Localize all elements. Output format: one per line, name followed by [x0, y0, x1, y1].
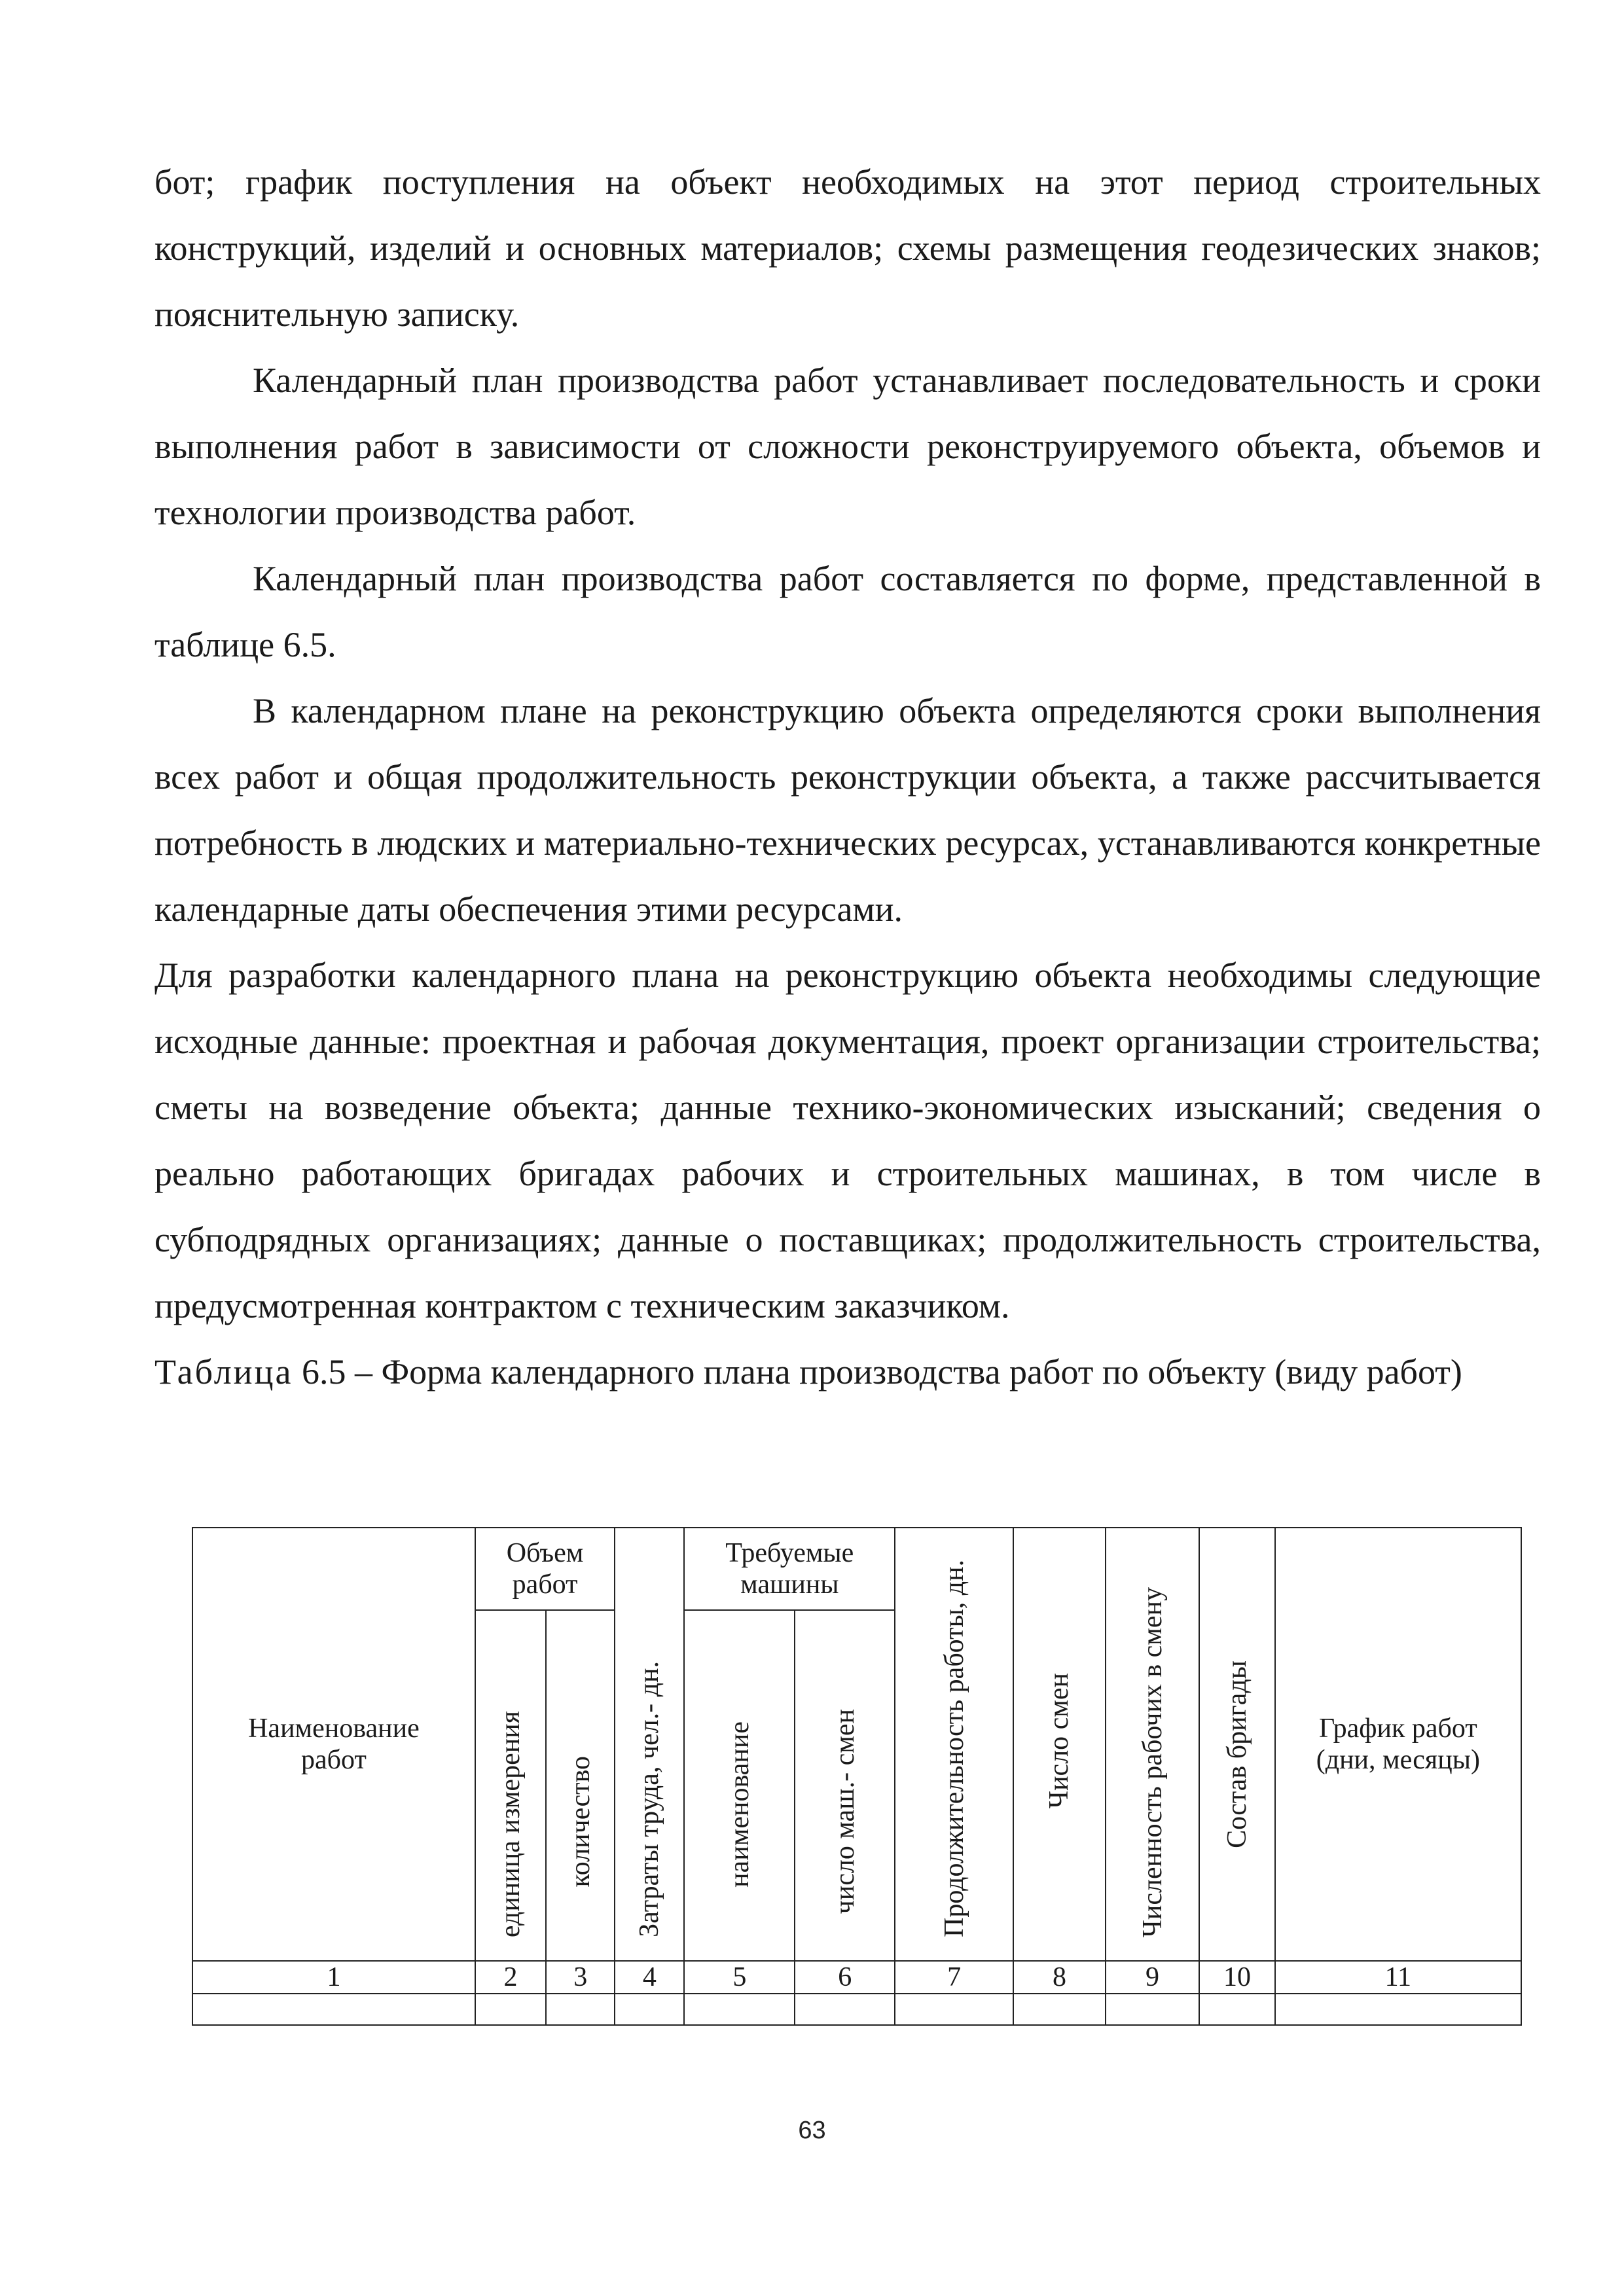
empty-row	[192, 1994, 1521, 2025]
header-machines: Требуемые машины	[684, 1528, 895, 1610]
column-number-row	[192, 1961, 1521, 1994]
column-number: 3	[546, 1961, 615, 1994]
table-caption	[154, 1339, 1541, 1405]
column-number: 6	[795, 1961, 895, 1994]
header-shifts	[1013, 1528, 1106, 1961]
paragraph-calendar-plan-sequence: Календарный план производства работ устанавливает последовательность и сроки выполнения работ в зависимости от сложности реконструируемого объекта, объемов и технологии производства работ.	[154, 361, 1541, 532]
paragraph-continuation: бот; график поступления на объект необходимых на этот период строительных конструкций, изделий и основных материалов; схемы размещения геодезических знаков; пояснительную записку.	[154, 162, 1541, 334]
column-number: 9	[1106, 1961, 1200, 1994]
header-machine-name	[684, 1610, 795, 1961]
column-number: 8	[1013, 1961, 1106, 1994]
empty-cell	[1275, 1994, 1521, 2025]
empty-cell	[795, 1994, 895, 2025]
header-work-name: Наименование работ	[192, 1528, 475, 1961]
paragraph-calendar-plan-dates: В календарном плане на реконструкцию объекта определяются сроки выполнения всех работ и общая продолжительность реконструкции объекта, а также рассчитывается потребность в людских и материально-технических ресурсах, устанавливаются конкретные календарные даты обеспечения этими ресурсами.	[154, 691, 1541, 929]
column-number: 11	[1275, 1961, 1521, 1994]
empty-cell	[684, 1994, 795, 2025]
column-number: 2	[475, 1961, 546, 1994]
table-caption-label: Таблица	[154, 1352, 293, 1391]
header-schedule: График работ (дни, месяцы)	[1275, 1528, 1521, 1961]
header-labor	[615, 1528, 684, 1961]
empty-cell	[192, 1994, 475, 2025]
body-text	[154, 149, 1541, 1405]
empty-cell	[895, 1994, 1013, 2025]
header-brigade-text: Состав бригады	[1222, 1660, 1252, 1848]
column-number: 4	[615, 1961, 684, 1994]
empty-cell	[475, 1994, 546, 2025]
column-number: 7	[895, 1961, 1013, 1994]
header-workers	[1106, 1528, 1200, 1961]
header-duration	[895, 1528, 1013, 1961]
header-unit-text: единица измерения	[495, 1710, 526, 1937]
empty-cell	[1199, 1994, 1274, 2025]
header-shifts-text: Число смен	[1044, 1672, 1075, 1809]
empty-cell	[546, 1994, 615, 2025]
calendar-plan-table-wrap	[192, 1527, 1522, 2026]
header-machine-shifts	[795, 1610, 895, 1961]
header-machine-name-text: наименование	[724, 1721, 755, 1888]
empty-cell	[1106, 1994, 1200, 2025]
column-number: 1	[192, 1961, 475, 1994]
page-number: 63	[798, 2117, 826, 2144]
header-duration-text: Продолжительность работы, дн.	[939, 1559, 969, 1937]
empty-cell	[615, 1994, 684, 2025]
column-number: 5	[684, 1961, 795, 1994]
table-caption-text: 6.5 – Форма календарного плана производства работ по объекту (виду работ)	[293, 1352, 1462, 1391]
paragraph-source-data: Для разработки календарного плана на реконструкцию объекта необходимы следующие исходные данные: проектная и рабочая документация, проект организации строительства; сметы на возведение объекта; данные технико-экономических изысканий; сведения о реально работающих бригадах рабочих и строительных машинах, в том числе в субподрядных организациях; данные о поставщиках; продолжительность строительства, предусмотренная контрактом с техническим заказчиком.	[154, 956, 1541, 1325]
header-machine-shifts-text: число маш.- смен	[829, 1708, 860, 1914]
header-workers-text: Численность рабочих в смену	[1137, 1587, 1168, 1937]
calendar-plan-table	[192, 1527, 1522, 2026]
header-quantity	[546, 1610, 615, 1961]
paragraph-calendar-plan-form: Календарный план производства работ составляется по форме, представленной в таблице 6.5.	[154, 559, 1541, 664]
header-labor-text: Затраты труда, чел.- дн.	[634, 1661, 665, 1937]
empty-cell	[1013, 1994, 1106, 2025]
header-volume: Объем работ	[475, 1528, 615, 1610]
header-unit	[475, 1610, 546, 1961]
header-brigade	[1199, 1528, 1274, 1961]
column-number: 10	[1199, 1961, 1274, 1994]
header-quantity-text: количество	[565, 1756, 596, 1888]
